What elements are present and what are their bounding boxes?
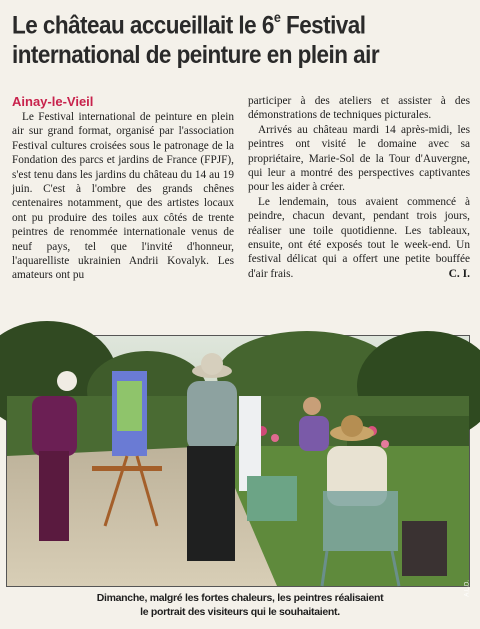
article-column-left — [12, 94, 234, 283]
article-column-right — [248, 94, 470, 281]
photo-illustration — [7, 336, 469, 586]
headline-line-1: Le château accueillait le 6e Festival — [12, 9, 366, 40]
photo-caption — [10, 591, 470, 619]
paragraph-1-continued: participer à des ateliers et assister à des démonstrations de techniques picturales. — [248, 95, 470, 122]
photo-credit: A.L.D. — [465, 580, 471, 597]
dateline: Ainay-le-Vieil — [12, 94, 94, 109]
headline-line-2: international de peinture en plein air — [12, 41, 380, 70]
article-photo — [6, 335, 471, 597]
article-headline — [12, 4, 426, 70]
caption-line-1: Dimanche, malgré les fortes chaleurs, les peintres réalisaient — [96, 592, 384, 604]
caption-line-2: le portrait des visiteurs qui le souhaitaient. — [140, 606, 340, 618]
paragraph-3: Le lendemain, tous avaient commencé à peindre, chacun devant, pendant trois jours, réaliser une toile quotidienne. Les tableaux, ensuite, ont été exposés tout le week-end. Un festival délicat qui a offert une petite bouffée d'air frais. C. I. — [248, 195, 470, 280]
author-signature: C. I. — [448, 267, 470, 280]
paragraph-2: Arrivés au château mardi 14 après-midi, les peintres ont visité le domaine avec sa propriétaire, Marie-Sol de la Tour d'Auvergne, qui leur a montré des perspectives captivantes pour les aider à créer. — [248, 123, 470, 194]
paragraph-1: Le Festival international de peinture en plein air sur grand format, organisé par l'association Festival cultures croisées sous le patronage de la Fondation des parcs et jardins de France (FPJF), s'est tenu dans les jardins du château du 14 au 19 juin. C'est à l'ombre des grands chênes centenaires notamment, que des artistes locaux ont pu produire des toiles aux côtés de trente peintres de renommée internationale venus de neuf pays, tel que l'invité d'honneur, l'aquarelliste ukrainien Andrii Kovalyk. Les amateurs ont pu — [12, 111, 234, 282]
